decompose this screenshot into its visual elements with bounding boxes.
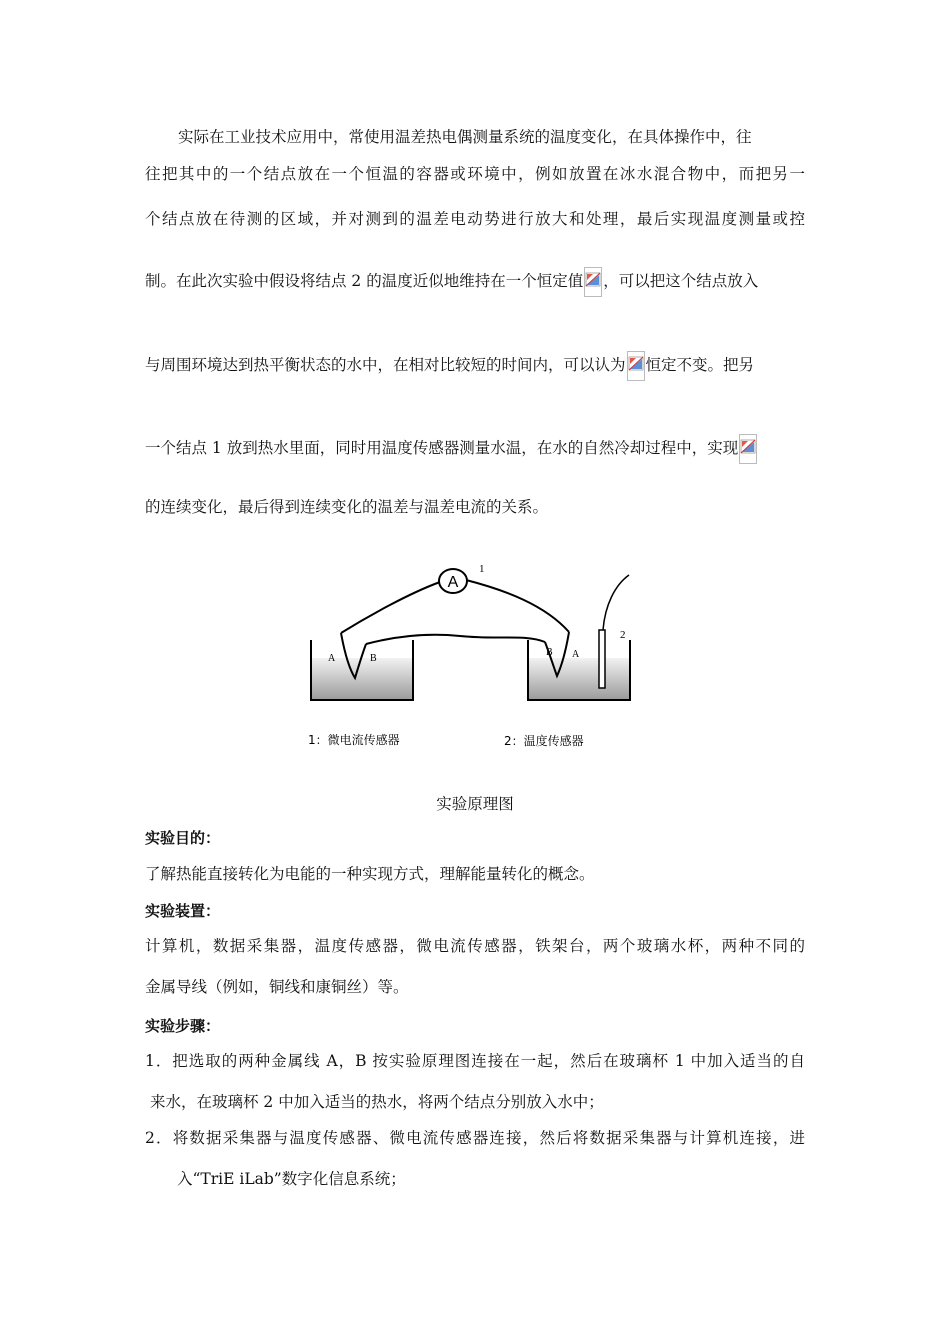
experiment-diagram [300,560,640,760]
apparatus-line-1: 计算机，数据采集器，温度传感器，微电流传感器，铁架台，两个玻璃水杯，两种不同的 [145,937,805,955]
label-wire-a-right: A [572,649,580,660]
paragraph-line-4 [145,267,758,297]
apparatus-heading: 实验装置： [145,902,221,920]
label-wire-b-left: B [370,653,377,664]
paragraph-line-4-end: ，可以把这个结点放入 [603,272,759,290]
label-wire-b-right: B [546,647,553,658]
wire-top-left [341,582,440,633]
step-2-line-2: 入“TriE iLab”数字化信息系统； [177,1170,406,1188]
wire-bottom [366,635,545,644]
paragraph-line-5-end: 恒定不变。把另 [645,356,755,374]
ammeter-symbol: A [447,574,459,591]
label-2: 2 [620,629,626,641]
paragraph-line-2: 往把其中的一个结点放在一个恒温的容器或环境中，例如放置在冰水混合物中，而把另一 [145,165,805,183]
purpose-heading: 实验目的： [145,829,221,847]
step-1-line-2: 来水，在玻璃杯 2 中加入适当的热水，将两个结点分别放入水中； [150,1093,604,1111]
broken-image-icon [739,434,757,464]
paragraph-line-5 [145,351,754,381]
figure-caption: 实验原理图 [436,795,514,813]
paragraph-line-7: 的连续变化，最后得到连续变化的温差与温差电流的关系。 [145,498,549,516]
legend-temperature-sensor: 2：温度传感器 [504,734,584,748]
broken-image-icon [627,351,645,381]
step-2-line-1: 2．将数据采集器与温度传感器、微电流传感器连接，然后将数据采集器与计算机连接，进 [145,1129,805,1147]
paragraph-line-6-text: 一个结点 1 放到热水里面，同时用温度传感器测量水温，在水的自然冷却过程中，实现 [145,439,739,457]
wire-top-right [466,580,569,632]
paragraph-line-3: 个结点放在待测的区域，并对测到的温差电动势进行放大和处理，最后实现温度测量或控 [145,210,805,228]
step-1-line-1: 1．把选取的两种金属线 A，B 按实验原理图连接在一起，然后在玻璃杯 1 中加入适当的自 [145,1052,805,1070]
broken-image-icon [584,267,602,297]
paragraph-line-1: 实际在工业技术应用中，常使用温差热电偶测量系统的温度变化，在具体操作中，往 [178,128,752,146]
paragraph-line-6 [145,434,758,464]
ammeter [439,569,467,593]
paragraph-line-4-start: 制。在此次实验中假设将结点 2 的温度近似地维持在一个恒定值 [145,272,584,290]
steps-heading: 实验步骤： [145,1017,221,1035]
label-1: 1 [479,563,485,575]
purpose-text: 了解热能直接转化为电能的一种实现方式，理解能量转化的概念。 [145,865,595,883]
legend-micro-current-sensor: 1：微电流传感器 [308,733,400,747]
apparatus-line-2: 金属导线（例如，铜线和康铜丝）等。 [145,978,409,996]
left-beaker [311,640,413,700]
paragraph-line-5-start: 与周围环境达到热平衡状态的水中，在相对比较短的时间内，可以认为 [145,356,626,374]
label-wire-a-left: A [328,653,336,664]
